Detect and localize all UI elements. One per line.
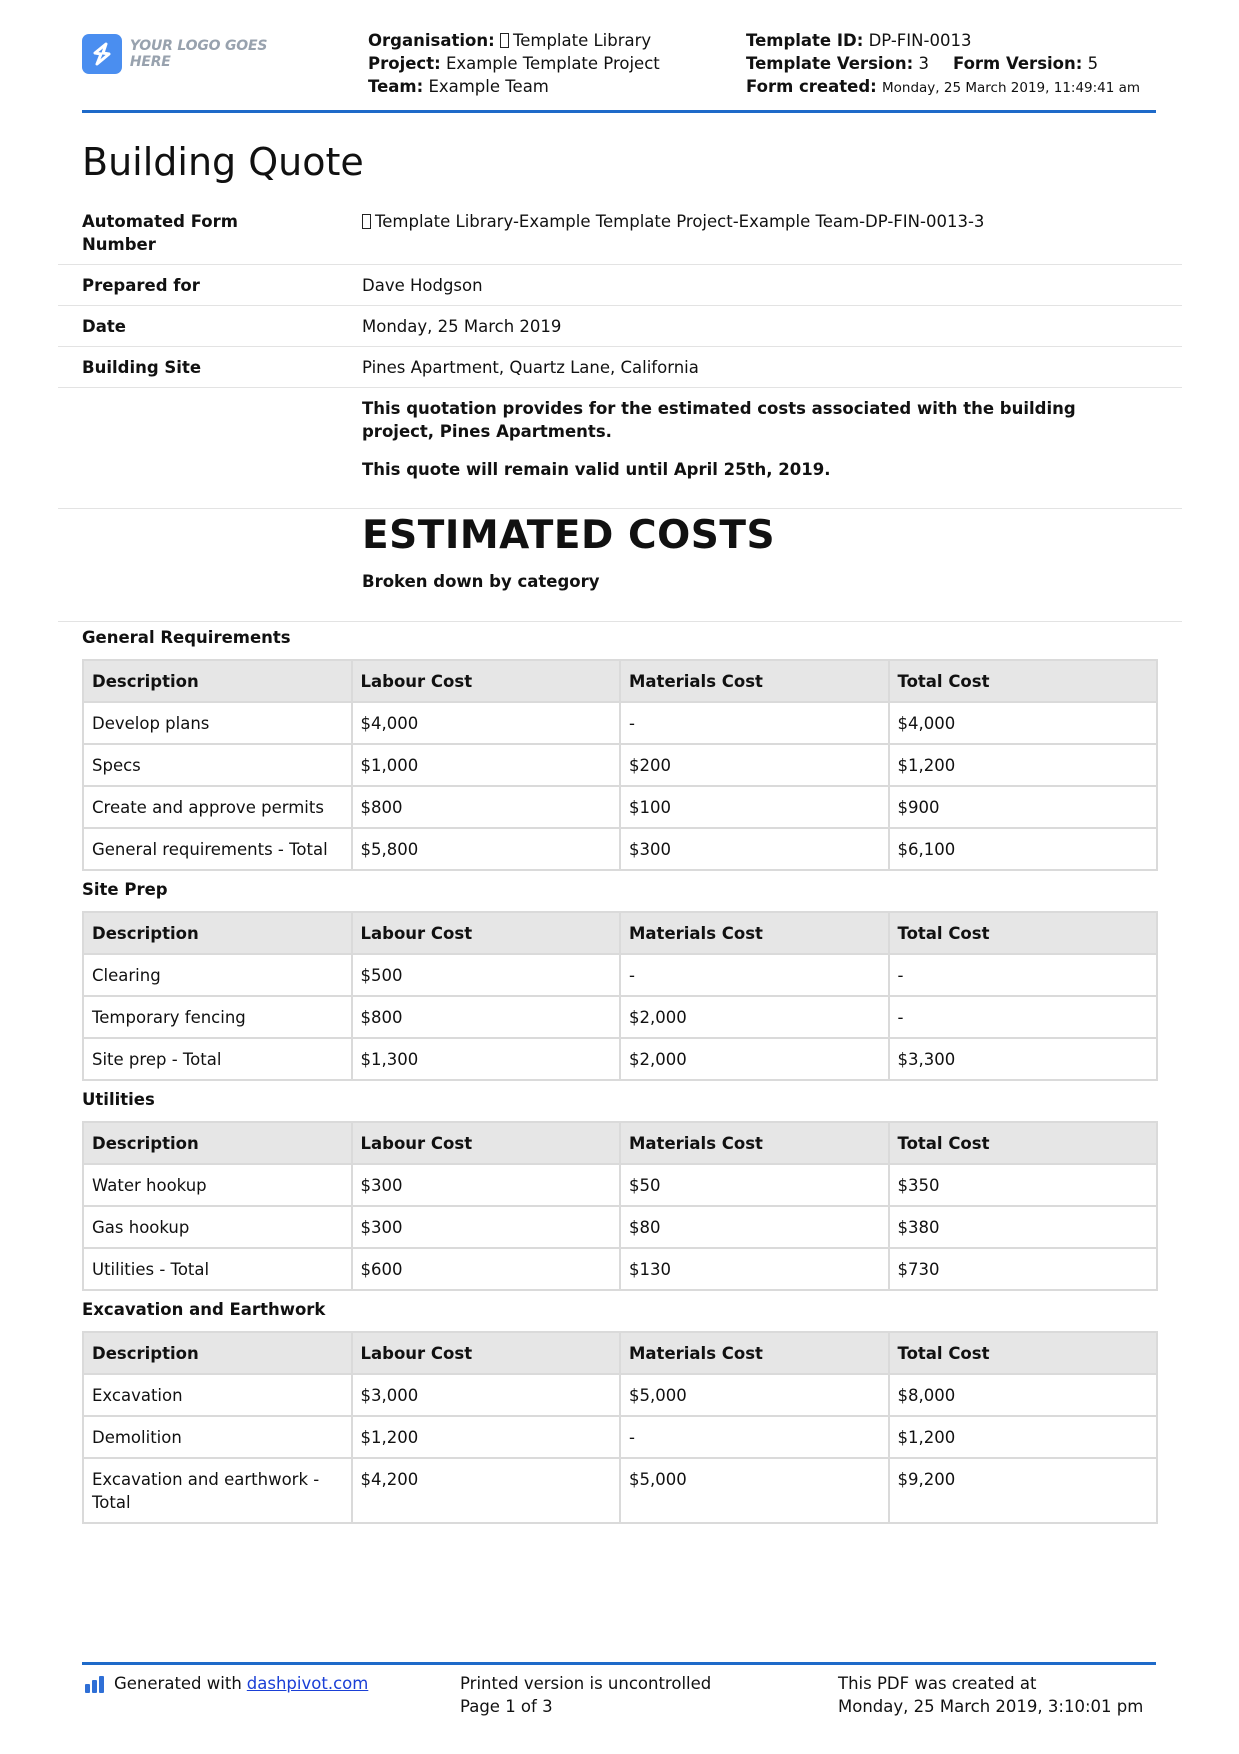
form-version-label: Form Version: bbox=[952, 54, 1083, 73]
column-header: Total Cost bbox=[889, 1122, 1158, 1164]
table-cell: $300 bbox=[352, 1164, 621, 1206]
header-divider bbox=[82, 110, 1156, 113]
table-cell: Site prep - Total bbox=[83, 1038, 352, 1080]
section-title: Site Prep bbox=[82, 880, 168, 899]
table-cell: $4,200 bbox=[352, 1458, 621, 1523]
prepared-for-label: Prepared for bbox=[82, 276, 200, 295]
table-cell: $350 bbox=[889, 1164, 1158, 1206]
form-number-label: Automated Form Number bbox=[82, 212, 238, 254]
table-cell: $80 bbox=[620, 1206, 889, 1248]
table-cell: $9,200 bbox=[889, 1458, 1158, 1523]
column-header: Description bbox=[83, 1332, 352, 1374]
column-header: Materials Cost bbox=[620, 1122, 889, 1164]
table-cell: $5,800 bbox=[352, 828, 621, 870]
section-title: Excavation and Earthwork bbox=[82, 1300, 326, 1319]
dashpivot-link[interactable]: dashpivot.com bbox=[246, 1674, 369, 1693]
table-cell: Gas hookup bbox=[83, 1206, 352, 1248]
column-header: Description bbox=[83, 1122, 352, 1164]
quote-note-validity bbox=[362, 458, 1142, 481]
table-cell: $730 bbox=[889, 1248, 1158, 1290]
page-number: Page 1 of 3 bbox=[460, 1697, 553, 1716]
table-cell: Create and approve permits bbox=[83, 786, 352, 828]
section-title: Utilities bbox=[82, 1090, 155, 1109]
table-cell: Develop plans bbox=[83, 702, 352, 744]
table-cell: Specs bbox=[83, 744, 352, 786]
template-id-label: Template ID: bbox=[746, 31, 864, 50]
quote-note-scope-text: This quotation provides for the estimated costs associated with the building project, Pines Apartments. bbox=[362, 399, 1076, 441]
project-value: Example Template Project bbox=[445, 54, 660, 73]
column-header: Labour Cost bbox=[352, 660, 621, 702]
table-cell: $6,100 bbox=[889, 828, 1158, 870]
site-label: Building Site bbox=[82, 358, 202, 377]
table-cell: $200 bbox=[620, 744, 889, 786]
column-header: Total Cost bbox=[889, 912, 1158, 954]
cost-table-site-prep bbox=[82, 911, 1158, 1081]
table-cell: Temporary fencing bbox=[83, 996, 352, 1038]
table-cell: $3,000 bbox=[352, 1374, 621, 1416]
table-cell: $3,300 bbox=[889, 1038, 1158, 1080]
table-header-row bbox=[83, 912, 1157, 954]
template-version-value: 3 bbox=[918, 54, 929, 73]
page-title: Building Quote bbox=[82, 140, 364, 184]
table-row bbox=[83, 702, 1157, 744]
form-created-value: Monday, 25 March 2019, 11:49:41 am bbox=[882, 80, 1141, 96]
table-row bbox=[83, 786, 1157, 828]
column-header: Materials Cost bbox=[620, 660, 889, 702]
table-row bbox=[83, 1374, 1157, 1416]
pdf-created-label: This PDF was created at bbox=[838, 1674, 1037, 1693]
table-cell: $1,300 bbox=[352, 1038, 621, 1080]
column-header: Labour Cost bbox=[352, 1122, 621, 1164]
table-cell: - bbox=[620, 1416, 889, 1458]
table-cell: $2,000 bbox=[620, 996, 889, 1038]
table-header-row bbox=[83, 1122, 1157, 1164]
table-header-row bbox=[83, 660, 1157, 702]
table-row bbox=[83, 1164, 1157, 1206]
table-cell: $300 bbox=[352, 1206, 621, 1248]
form-number-value bbox=[362, 210, 1142, 233]
column-header: Description bbox=[83, 660, 352, 702]
footer-print-info bbox=[460, 1672, 711, 1718]
table-cell: Demolition bbox=[83, 1416, 352, 1458]
org-value: Template Library bbox=[512, 31, 652, 50]
table-cell: - bbox=[620, 954, 889, 996]
table-cell: $1,000 bbox=[352, 744, 621, 786]
missing-glyph-icon bbox=[362, 214, 371, 229]
footer-divider bbox=[82, 1662, 1156, 1665]
info-row-date bbox=[58, 306, 1182, 347]
pdf-created-date: Monday, 25 March 2019, 3:10:01 pm bbox=[838, 1697, 1144, 1716]
table-cell: Clearing bbox=[83, 954, 352, 996]
template-version-label: Template Version: bbox=[746, 54, 914, 73]
generated-text: Generated with bbox=[114, 1674, 242, 1693]
column-header: Total Cost bbox=[889, 660, 1158, 702]
table-cell: $4,000 bbox=[352, 702, 621, 744]
team-value: Example Team bbox=[428, 77, 549, 96]
site-value: Pines Apartment, Quartz Lane, California bbox=[362, 358, 699, 377]
table-row bbox=[83, 996, 1157, 1038]
table-cell: - bbox=[620, 702, 889, 744]
estimated-costs-subheading: Broken down by category bbox=[362, 572, 600, 591]
info-row-notes bbox=[58, 388, 1182, 509]
table-cell: $50 bbox=[620, 1164, 889, 1206]
bar-chart-icon bbox=[84, 1675, 106, 1699]
table-row bbox=[83, 954, 1157, 996]
column-header: Labour Cost bbox=[352, 912, 621, 954]
column-header: Materials Cost bbox=[620, 912, 889, 954]
header-template-block bbox=[746, 29, 1166, 100]
table-cell: Utilities - Total bbox=[83, 1248, 352, 1290]
table-row bbox=[83, 1206, 1157, 1248]
logo-icon bbox=[82, 34, 122, 74]
table-row-total bbox=[83, 1038, 1157, 1080]
quote-note-scope bbox=[362, 397, 1122, 443]
table-cell: Excavation and earthwork - Total bbox=[83, 1458, 352, 1523]
company-logo bbox=[82, 33, 312, 75]
table-cell: $1,200 bbox=[889, 1416, 1158, 1458]
table-cell: - bbox=[889, 954, 1158, 996]
table-cell: $2,000 bbox=[620, 1038, 889, 1080]
table-cell: $8,000 bbox=[889, 1374, 1158, 1416]
date-label: Date bbox=[82, 317, 126, 336]
table-cell: $900 bbox=[889, 786, 1158, 828]
table-cell: $5,000 bbox=[620, 1374, 889, 1416]
table-cell: $5,000 bbox=[620, 1458, 889, 1523]
form-number-text: Template Library-Example Template Project-Example Team-DP-FIN-0013-3 bbox=[375, 212, 985, 231]
section-title: General Requirements bbox=[82, 628, 291, 647]
table-cell: Excavation bbox=[83, 1374, 352, 1416]
estimated-costs-heading: ESTIMATED COSTS bbox=[362, 513, 776, 558]
table-cell: Water hookup bbox=[83, 1164, 352, 1206]
table-row-total bbox=[83, 828, 1157, 870]
column-header: Labour Cost bbox=[352, 1332, 621, 1374]
cost-table-utilities bbox=[82, 1121, 1158, 1291]
form-version-value: 5 bbox=[1087, 54, 1099, 73]
table-row bbox=[83, 1416, 1157, 1458]
header-org-block bbox=[368, 29, 728, 98]
table-cell: $130 bbox=[620, 1248, 889, 1290]
table-cell: $800 bbox=[352, 786, 621, 828]
form-created-label: Form created: bbox=[746, 77, 877, 96]
info-row-site bbox=[58, 347, 1182, 388]
table-row-total bbox=[83, 1458, 1157, 1523]
table-cell: $300 bbox=[620, 828, 889, 870]
table-header-row bbox=[83, 1332, 1157, 1374]
cost-table-excavation bbox=[82, 1331, 1158, 1524]
table-row bbox=[83, 744, 1157, 786]
column-header: Materials Cost bbox=[620, 1332, 889, 1374]
table-cell: General requirements - Total bbox=[83, 828, 352, 870]
table-cell: $1,200 bbox=[889, 744, 1158, 786]
printed-notice: Printed version is uncontrolled bbox=[460, 1674, 712, 1693]
prepared-for-value: Dave Hodgson bbox=[362, 276, 483, 295]
logo-text: YOUR LOGO GOES HERE bbox=[129, 38, 268, 70]
column-header: Description bbox=[83, 912, 352, 954]
table-cell: $380 bbox=[889, 1206, 1158, 1248]
info-row-form-number bbox=[58, 205, 1182, 265]
missing-glyph-icon bbox=[500, 33, 509, 48]
date-value: Monday, 25 March 2019 bbox=[362, 317, 562, 336]
org-label: Organisation: bbox=[368, 31, 495, 50]
team-label: Team: bbox=[368, 77, 424, 96]
template-id-value: DP-FIN-0013 bbox=[868, 31, 972, 50]
quote-note-validity-text: This quote will remain valid until April 25th, 2019. bbox=[362, 460, 831, 479]
info-row-prepared-for bbox=[58, 265, 1182, 306]
table-cell: $800 bbox=[352, 996, 621, 1038]
project-label: Project: bbox=[368, 54, 441, 73]
footer-generated bbox=[84, 1672, 368, 1699]
footer-pdf-info bbox=[838, 1672, 1143, 1718]
table-cell: - bbox=[889, 996, 1158, 1038]
table-cell: $1,200 bbox=[352, 1416, 621, 1458]
table-cell: $600 bbox=[352, 1248, 621, 1290]
column-header: Total Cost bbox=[889, 1332, 1158, 1374]
table-cell: $4,000 bbox=[889, 702, 1158, 744]
table-cell: $500 bbox=[352, 954, 621, 996]
cost-table-general-requirements bbox=[82, 659, 1158, 871]
table-row-total bbox=[83, 1248, 1157, 1290]
table-cell: $100 bbox=[620, 786, 889, 828]
